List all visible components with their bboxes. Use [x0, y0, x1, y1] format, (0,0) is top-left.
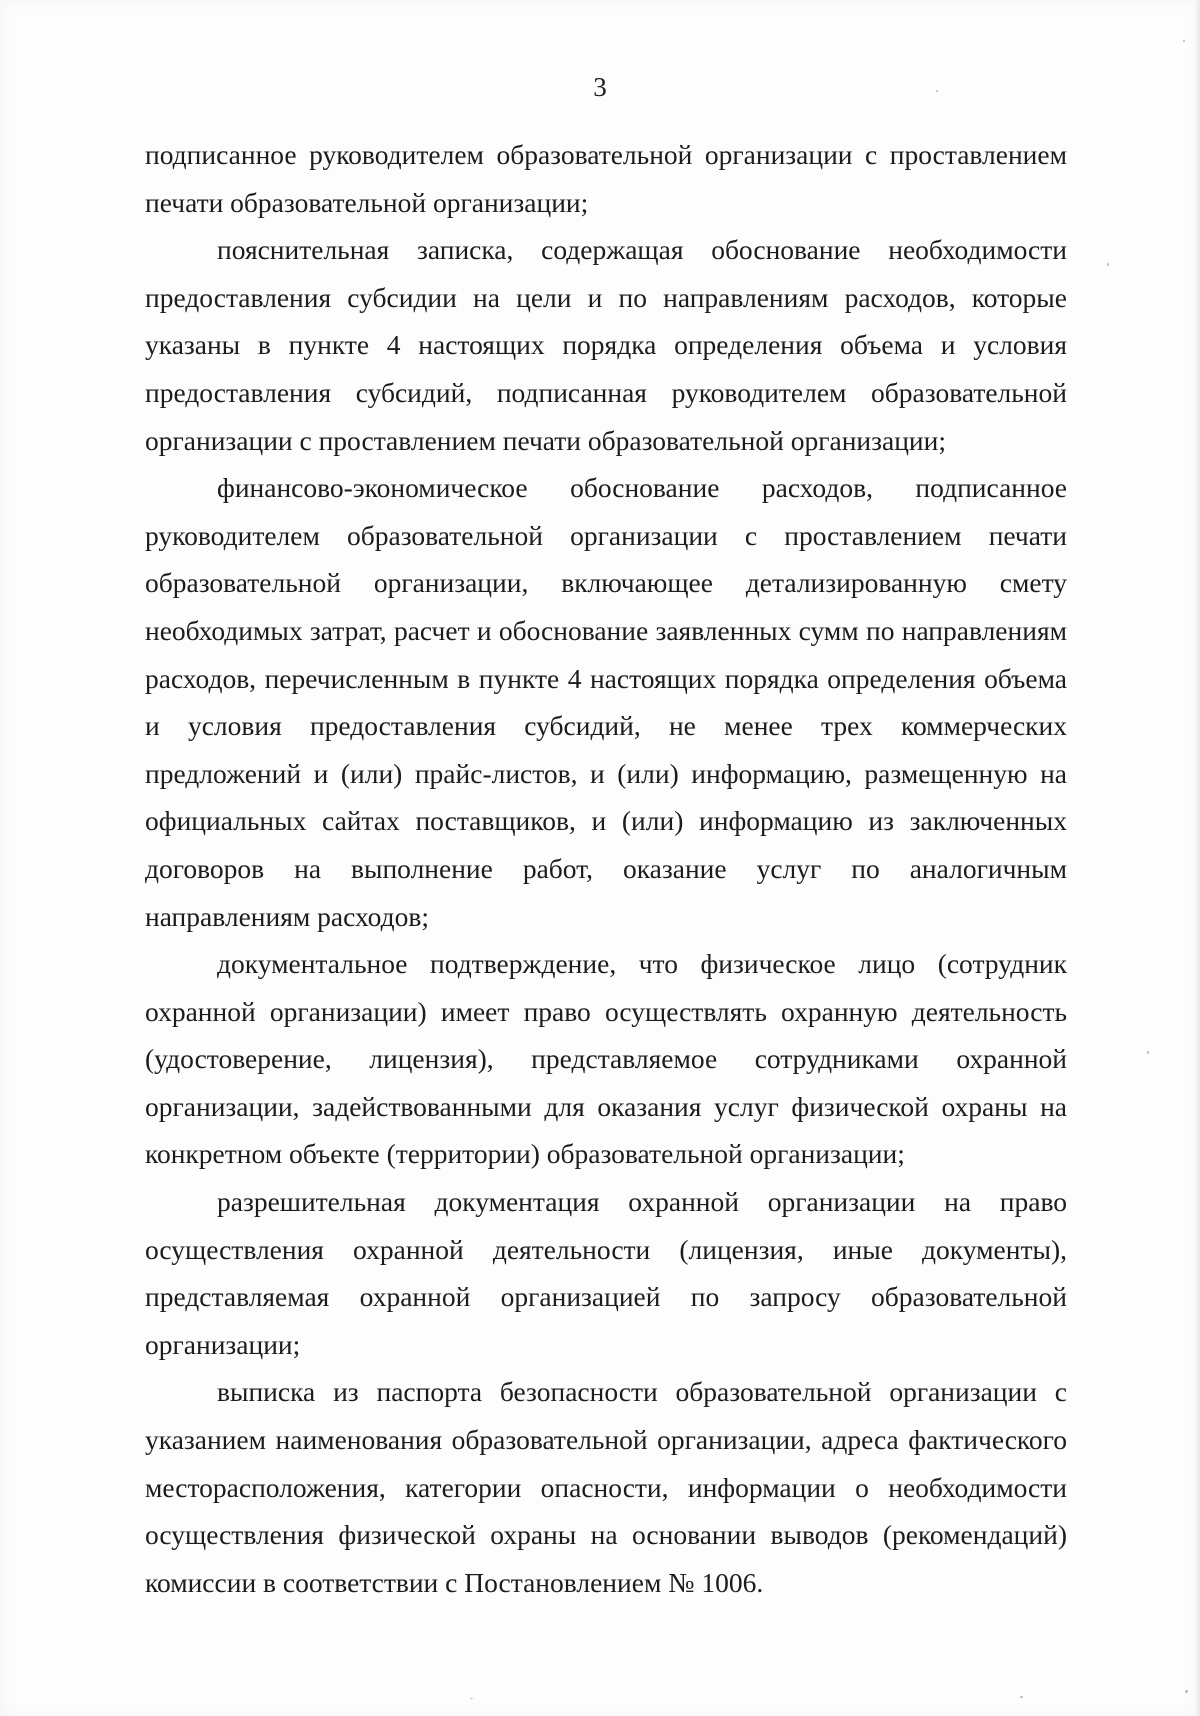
scan-speck — [936, 90, 938, 92]
paragraph-documentary-confirmation: документальное подтверждение, что физическое лицо (сотрудник охранной организации) имеет право осуществлять охранную деятельность (удостоверение, лицензия), представляемое сотрудниками охранной организации, задействованными для оказания услуг физической охраны на конкретном объекте (территории) образовательной организации; — [145, 948, 1067, 1170]
scan-speck — [1020, 1696, 1023, 1698]
document-body — [145, 131, 1067, 1606]
paragraph-continuation: подписанное руководителем образовательной организации с проставлением печати образовательной организации; — [145, 139, 1067, 218]
scan-speck — [1183, 40, 1185, 42]
scan-speck — [1147, 1051, 1149, 1054]
page-number: 3 — [593, 72, 607, 102]
paragraph-security-passport-extract: выписка из паспорта безопасности образовательной организации с указанием наименования образовательной организации, адреса фактического месторасположения, категории опасности, информации о необходимости осуществления физической охраны на основании выводов (рекомендаций) комиссии в соответствии с Постановлением № 1006. — [145, 1376, 1067, 1598]
scan-speck — [1185, 1690, 1188, 1693]
paragraph-explanatory-note: пояснительная записка, содержащая обоснование необходимости предоставления субсидии на цели и по направлениям расходов, которые указаны в пункте 4 настоящих порядка определения объема и условия предоставления субсидий, подписанная руководителем образовательной организации с проставлением печати образовательной организации; — [145, 234, 1067, 456]
scan-speck — [1107, 263, 1109, 266]
scan-speck — [470, 1698, 473, 1699]
scan-edge — [1196, 0, 1200, 1716]
paragraph-permit-documentation: разрешительная документация охранной организации на право осуществления охранной деятельности (лицензия, иные документы), представляемая охранной организацией по запросу образовательной организации; — [145, 1186, 1067, 1360]
paragraph-financial-justification: финансово-экономическое обоснование расходов, подписанное руководителем образовательной организации с проставлением печати образовательной организации, включающее детализированную смету необходимых затрат, расчет и обоснование заявленных сумм по направлениям расходов, перечисленным в пункте 4 настоящих порядка определения объема и условия предоставления субсидий, не менее трех коммерческих предложений и (или) прайс-листов, и (или) информацию, размещенную на официальных сайтах поставщиков, и (или) информацию из заключенных договоров на выполнение работ, оказание услуг по аналогичным направлениям расходов; — [145, 472, 1067, 932]
